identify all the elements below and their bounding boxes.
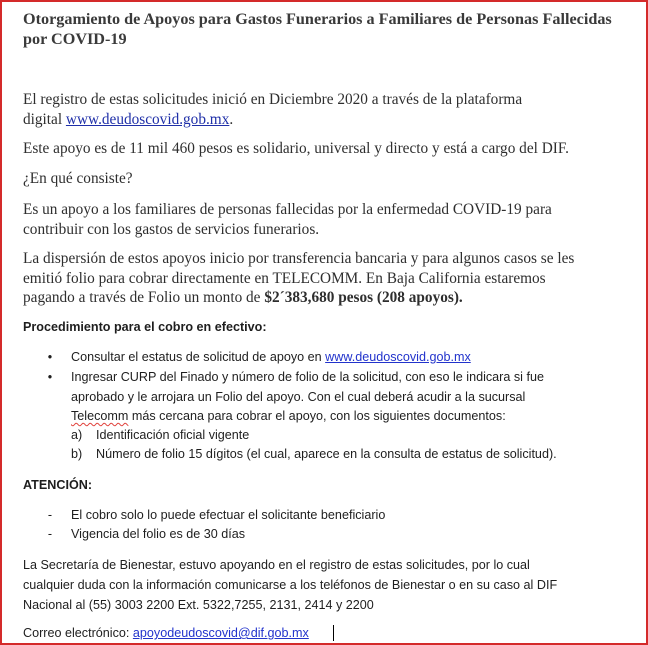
procedure-item-text <box>71 347 471 367</box>
payment-amount: $2´383,680 pesos (208 apoyos). <box>264 289 463 306</box>
description-line-1: Es un apoyo a los familiares de personas fallecidas por la enfermedad COVID-19 para <box>23 201 552 218</box>
question-heading: ¿En qué consiste? <box>23 170 133 187</box>
description-line-2: contribuir con los gastos de servicios funerarios. <box>23 220 320 238</box>
intro-paragraph <box>23 90 522 129</box>
procedure-item-2-line-1: Ingresar CURP del Finado y número de folio de la solicitud, con eso le indicara si fue <box>71 370 544 384</box>
intro-line-2-suffix: . <box>229 110 234 128</box>
dispersion-line-2: emitió folio para cobrar directamente en TELECOMM. En Baja California estaremos <box>23 269 546 287</box>
intro-line-1: El registro de estas solicitudes inició en Diciembre 2020 a través de la plataforma <box>23 91 523 108</box>
contact-line-1: La Secretaría de Bienestar, estuvo apoyando en el registro de estas solicitudes, por lo cual <box>23 558 530 572</box>
contact-line-2: cualquier duda con la información comunicarse a los teléfonos de Bienestar o en su caso al DIF <box>23 578 558 592</box>
procedure-heading: Procedimiento para el cobro en efectivo: <box>23 320 267 334</box>
dispersion-line-3-prefix: pagando a través de Folio un monto de <box>23 289 265 306</box>
contact-line-3: Nacional al (55) 3003 2200 Ext. 5322,7255, 2131, 2414 y 2200 <box>23 598 374 612</box>
email-link[interactable]: apoyodeudoscovid@dif.gob.mx <box>132 626 309 640</box>
document-title <box>23 9 633 49</box>
dash-icon: - <box>47 527 53 541</box>
list-marker: b) <box>71 447 83 461</box>
dispersion-paragraph <box>23 249 574 308</box>
deudoscovid-link[interactable]: www.deudoscovid.gob.mx <box>65 110 230 128</box>
deudoscovid-link-2[interactable]: www.deudoscovid.gob.mx <box>325 350 471 364</box>
amount-paragraph: Este apoyo es de 11 mil 460 pesos es solidario, universal y directo y está a cargo del DIF. <box>23 140 569 157</box>
title-line-2: por COVID-19 <box>23 30 127 48</box>
document-requirement-text: Identificación oficial vigente <box>96 428 250 442</box>
text-cursor <box>333 625 334 641</box>
email-line <box>23 623 309 643</box>
document-requirement-text: Número de folio 15 dígitos (el cual, aparece en la consulta de estatus de solicitud). <box>96 447 557 461</box>
attention-item-text: El cobro solo lo puede efectuar el solicitante beneficiario <box>71 508 386 522</box>
bullet-icon: • <box>47 370 53 384</box>
description-paragraph <box>23 200 552 239</box>
title-line-1: Otorgamiento de Apoyos para Gastos Funerarios a Familiares de Personas Fallecidas <box>23 10 612 28</box>
list-marker: a) <box>71 428 83 442</box>
bullet-icon: • <box>47 350 53 364</box>
procedure-item-2-line-3-rest: más cercana para cobrar el apoyo, con los siguientes documentos: <box>128 409 506 423</box>
attention-heading: ATENCIÓN: <box>23 478 93 492</box>
intro-line-2-prefix: digital <box>23 110 66 128</box>
procedure-item-1-prefix: Consultar el estatus de solicitud de apoyo en <box>71 350 326 364</box>
contact-paragraph <box>23 555 557 615</box>
email-label: Correo electrónico: <box>23 626 133 640</box>
attention-item-text: Vigencia del folio es de 30 días <box>71 527 246 541</box>
procedure-item-2-line-3 <box>71 406 506 426</box>
dash-icon: - <box>47 508 53 522</box>
spellcheck-flagged-word[interactable]: Telecomm <box>71 409 129 423</box>
procedure-item-2-line-2: aprobado y le arrojara un Folio del apoyo. Con el cual deberá acudir a la sucursal <box>71 390 526 404</box>
dispersion-line-1: La dispersión de estos apoyos inicio por transferencia bancaria y para algunos casos se les <box>23 250 575 267</box>
